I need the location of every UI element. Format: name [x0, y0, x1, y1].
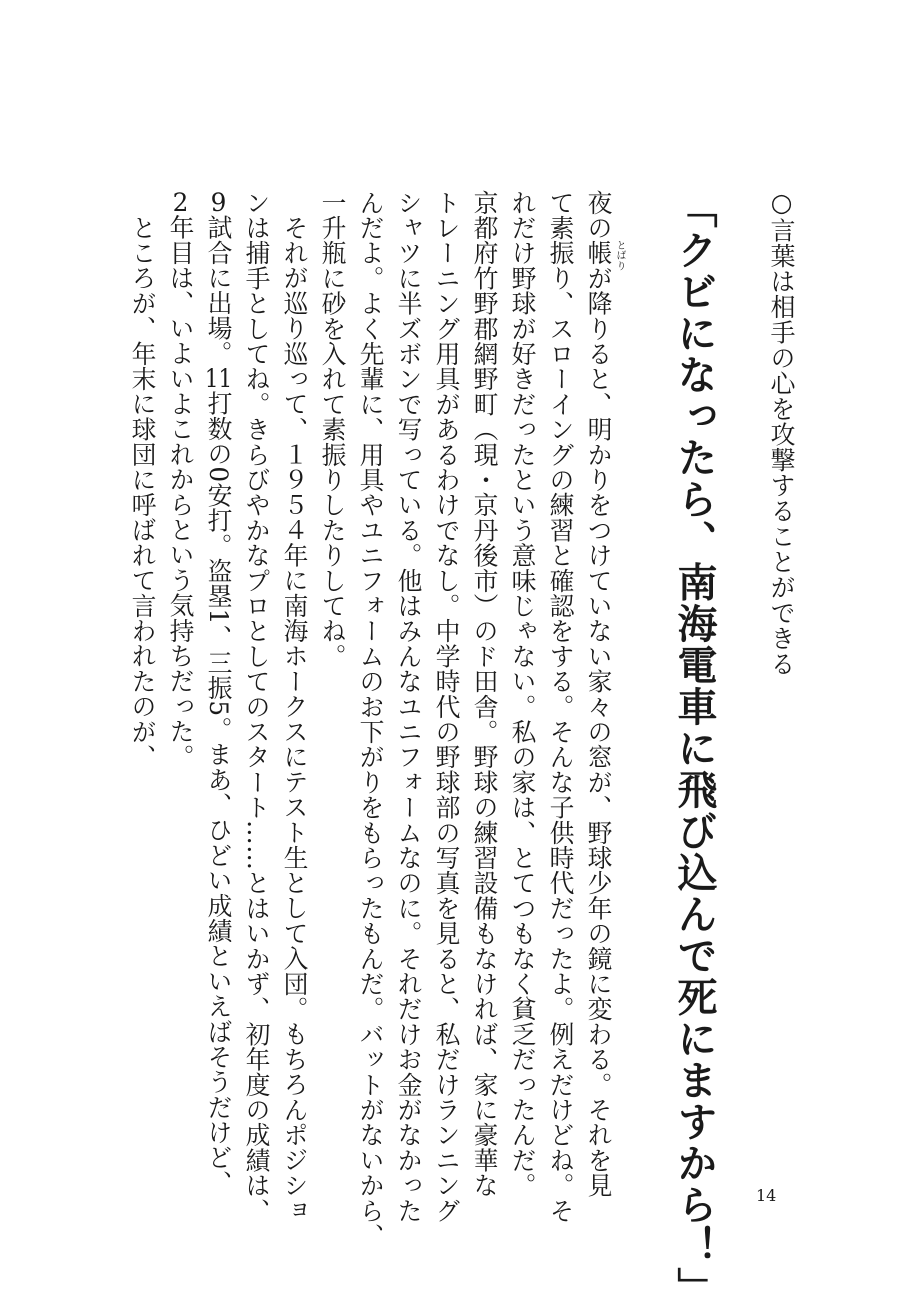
body-column-4: 京都府竹野郡網野町（現・京丹後市）のド田舎。野球の練習設備もなければ、家に豪華な — [470, 190, 499, 1198]
body-text: 年目は、いよいよこれからという気持ちだった。 — [166, 214, 195, 770]
ruby-reading: とばり — [614, 240, 625, 272]
body-column-7: んだよ。よく先輩に、用具やユニフォームのお下がりをもらったもんだ。バットがないから、 — [356, 190, 385, 1249]
body-column-6: シャツに半ズボンで写っている。他はみんなユニフォームなのに。それだけお金がなかった — [394, 190, 423, 1224]
body-column-3: れだけ野球が好きだったという意味じゃない。私の家は、とてつもなく貧乏だったんだ。 — [508, 190, 537, 1198]
year-number: 2 — [172, 190, 189, 215]
body-text: 打数の0安打。盗塁1、三振5。まあ、ひどい成績といえばそうだけど、 — [204, 390, 233, 1196]
body-column-10: ンは捕手としてね。きらびやかなプロとしてのスタート……とはいかず、初年度の成績は、 — [242, 190, 271, 1224]
body-text: が降りると、明かりをつけていない家々の窓が、野球少年の鏡に変わる。それを見 — [584, 265, 613, 1199]
match-count: 9 — [210, 190, 227, 215]
chapter-title: 「クビになったら、南海電車に飛び込んで死にますから！」 — [671, 188, 718, 1309]
body-text: 夜の — [584, 190, 613, 241]
body-column-9: それが巡り巡って、１９５４年に南海ホークスにテスト生として入団。もちろんポジショ — [280, 215, 309, 1223]
ruby-base: 帳 とばり — [584, 240, 625, 272]
body-column-5: トレーニング用具があるわけでなし。中学時代の野球部の写真を見ると、私だけランニング — [432, 190, 461, 1224]
body-column-11 — [200, 190, 233, 1196]
page-number: 14 — [756, 1186, 777, 1205]
body-column-8: 一升瓶に砂を入れて素振りしたりしてね。 — [318, 190, 347, 669]
body-column-13: ところが、年末に球団に呼ばれて言われたのが、 — [128, 215, 157, 770]
section-heading: ○言葉は相手の心を攻撃することができる — [767, 188, 796, 677]
body-text: 試合に出場。 — [204, 214, 233, 366]
body-column-12 — [162, 190, 195, 770]
body-column-1 — [580, 190, 625, 1199]
body-column-2: て素振り、スローイングの練習と確認をする。そんな子供時代だったよ。例えだけどね。そ — [546, 190, 575, 1224]
at-bat-count: 11 — [204, 366, 233, 391]
